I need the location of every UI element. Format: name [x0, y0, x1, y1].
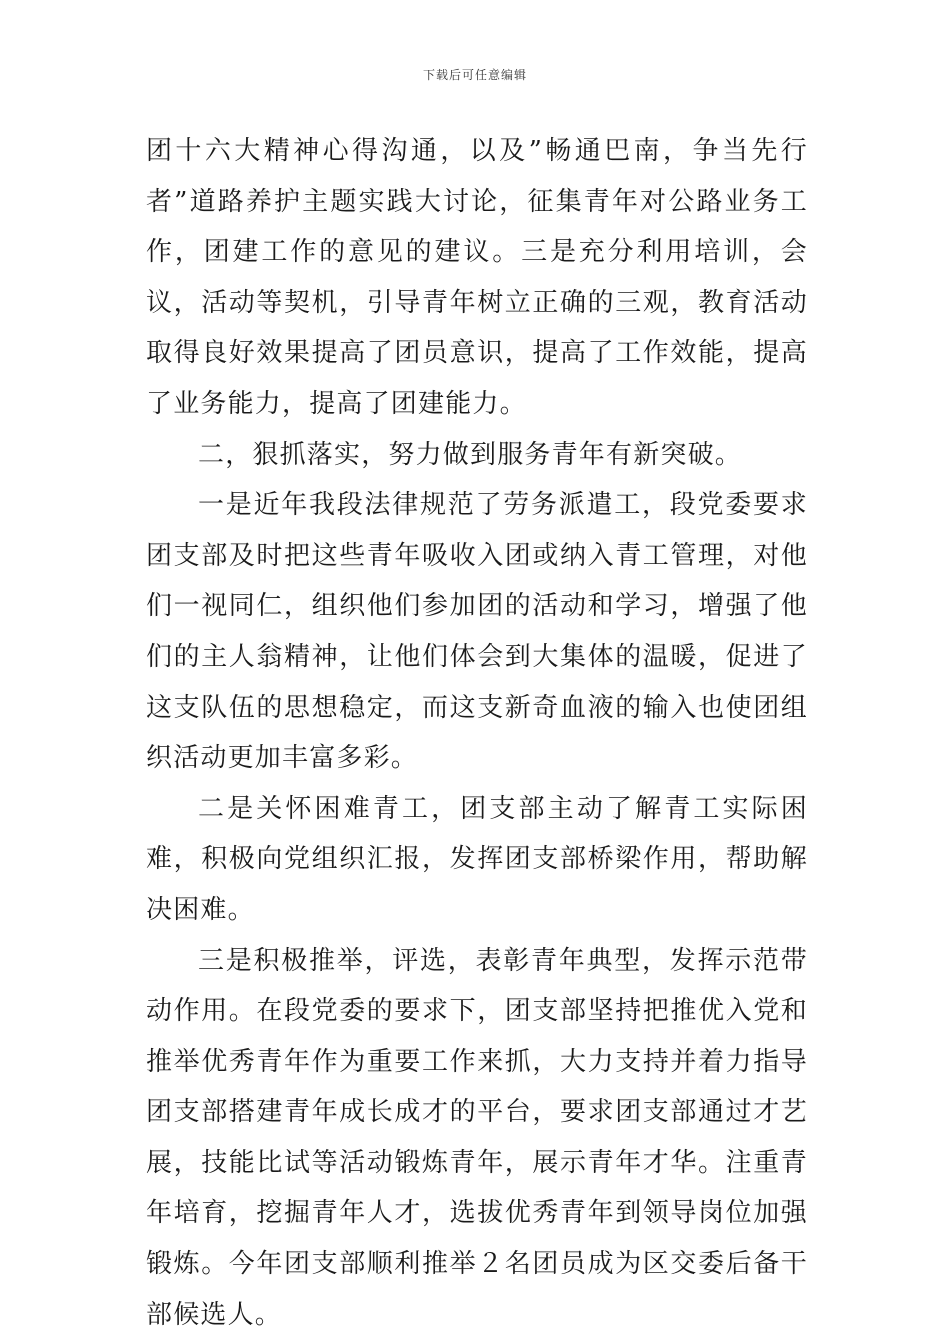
header-note: 下载后可任意编辑	[422, 68, 527, 82]
paragraph-continuation: 团十六大精神心得沟通，以及”畅通巴南，争当先行者”道路养护主题实践大讨论，征集青年对公路业务工作，团建工作的意见的建议。三是充分利用培训，会议，活动等契机，引导青年树立正确的三观，教育活动取得良好效果提高了团员意识，提高了工作效能，提高了业务能力，提高了团建能力。	[146, 136, 808, 419]
paragraph-item-3: 三是积极推举，评选，表彰青年典型，发挥示范带动作用。在段党委的要求下，团支部坚持把推优入党和推举优秀青年作为重要工作来抓，大力支持并着力指导团支部搭建青年成长成才的平台，要求团支部通过才艺展，技能比试等活动锻炼青年，展示青年才华。注重青年培育，挖掘青年人才，选拔优秀青年到领导岗位加强锻炼。今年团支部顺利推举２名团员成为区交委后备干部候选人。	[146, 945, 808, 1330]
document-body	[146, 126, 808, 1340]
section-heading: 二，狠抓落实，努力做到服务青年有新突破。	[198, 439, 743, 470]
paragraph-item-2: 二是关怀困难青工，团支部主动了解青工实际困难，积极向党组织汇报，发挥团支部桥梁作用，帮助解决困难。	[146, 793, 808, 925]
paragraph-item-1: 一是近年我段法律规范了劳务派遣工，段党委要求团支部及时把这些青年吸收入团或纳入青工管理，对他们一视同仁，组织他们参加团的活动和学习，增强了他们的主人翁精神，让他们体会到大集体的温暖，促进了这支队伍的思想稳定，而这支新奇血液的输入也使团组织活动更加丰富多彩。	[146, 490, 808, 774]
